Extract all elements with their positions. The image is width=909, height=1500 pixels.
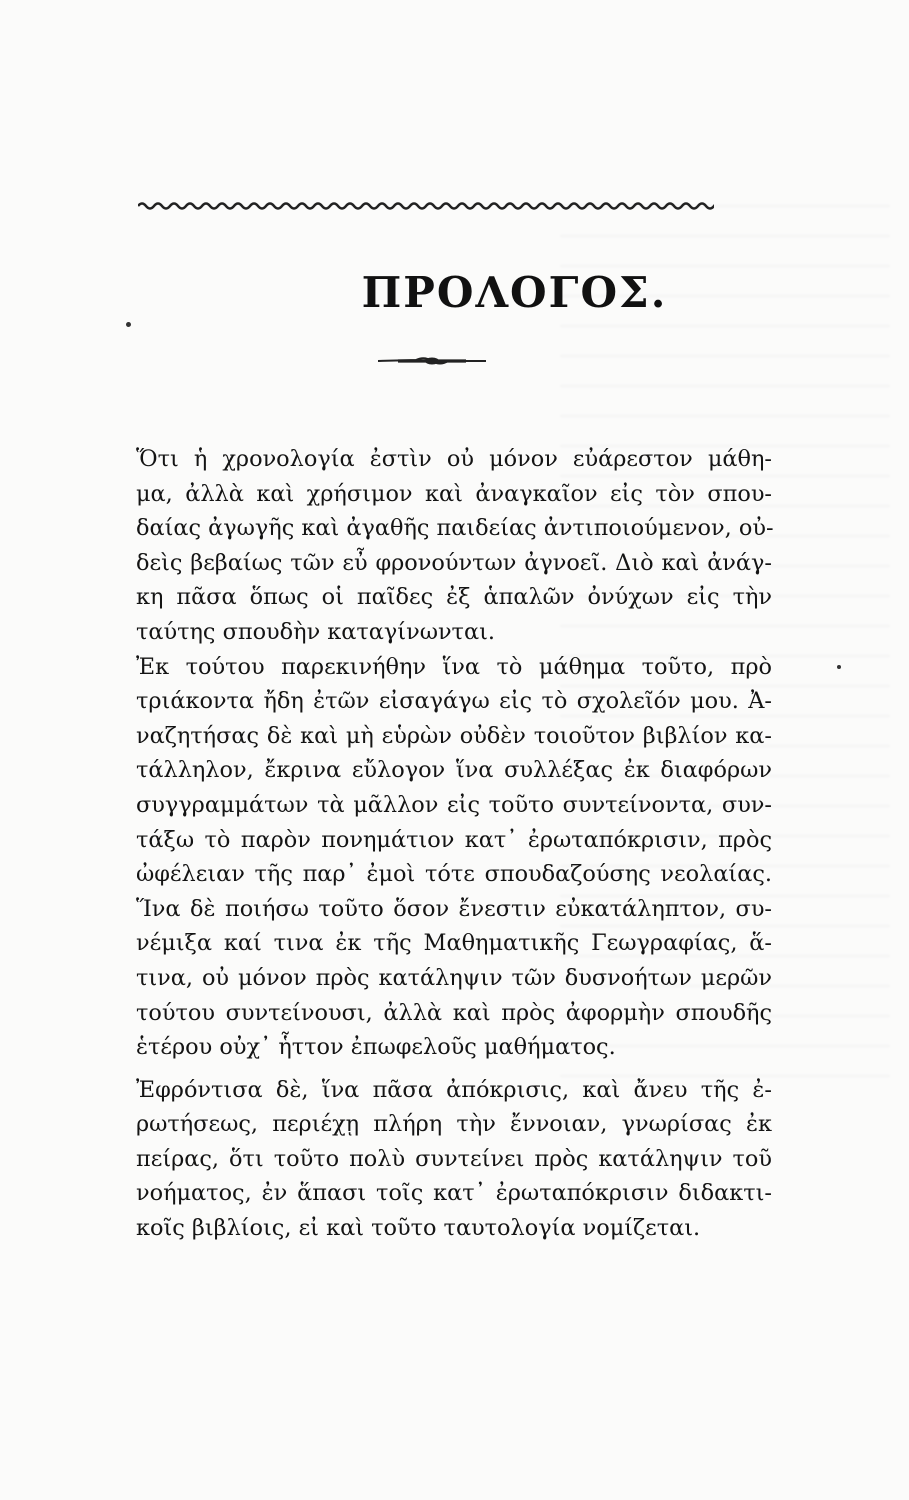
text-line: ταύτης σπουδὴν καταγίνωνται.: [136, 618, 495, 645]
text-line: πείρας, ὅτι τοῦτο πολὺ συντείνει πρὸς κατάληψιν τοῦ: [136, 1145, 772, 1172]
text-line: ναζητήσας δὲ καὶ μὴ εὑρὼν οὐδὲν τοιοῦτον βιβλίον κα-: [136, 722, 772, 749]
text-line: ἑτέρου οὐχ᾽ ἧττον ἐπωφελοῦς μαθήματος.: [136, 1034, 616, 1061]
text-line: τάλληλον, ἔκρινα εὔλογον ἵνα συλλέξας ἐκ διαφόρων: [136, 757, 772, 784]
ornamental-head-rule: [138, 200, 714, 212]
text-line: ρωτήσεως, περιέχῃ πλήρη τὴν ἔννοιαν, γνωρίσας ἐκ: [136, 1111, 772, 1138]
text-line: τινα, οὐ μόνον πρὸς κατάληψιν τῶν δυσνοήτων μερῶν: [136, 964, 772, 991]
text-line: κη πᾶσα ὅπως οἱ παῖδες ἐξ ἁπαλῶν ὀνύχων εἰς τὴν: [136, 584, 772, 611]
text-line: συγγραμμάτων τὰ μᾶλλον εἰς τοῦτο συντείνοντα, συν-: [136, 791, 772, 818]
ink-speck: [837, 665, 841, 669]
text-line: Ἐφρόντισα δὲ, ἵνα πᾶσα ἀπόκρισις, καὶ ἄνευ τῆς ἐ-: [136, 1076, 772, 1103]
text-line: τούτου συντείνουσι, ἀλλὰ καὶ πρὸς ἀφορμὴν σπουδῆς: [136, 999, 772, 1026]
ornamental-title-rule: [378, 355, 486, 367]
paragraph-1: [136, 442, 772, 650]
text-line: τριάκοντα ἤδη ἐτῶν εἰσαγάγω εἰς τὸ σχολεῖόν μου. Ἀ-: [136, 688, 772, 715]
preface-text: [136, 442, 772, 1246]
text-line: Ἐκ τούτου παρεκινήθην ἵνα τὸ μάθημα τοῦτο, πρὸ: [136, 653, 772, 680]
text-line: ὠφέλειαν τῆς παρ᾽ ἐμοὶ τότε σπουδαζούσης νεολαίας.: [136, 861, 772, 888]
text-line: κοῖς βιβλίοις, εἰ καὶ τοῦτο ταυτολογία νομίζεται.: [136, 1215, 701, 1242]
paragraph-3: [136, 1073, 772, 1246]
text-line: τάξω τὸ παρὸν πονημάτιον κατ᾽ ἐρωταπόκρισιν, πρὸς: [136, 826, 772, 853]
text-line: Ἵνα δὲ ποιήσω τοῦτο ὅσον ἔνεστιν εὐκατάληπτον, συ-: [136, 895, 772, 922]
text-line: δαίας ἀγωγῆς καὶ ἀγαθῆς παιδείας ἀντιποιούμενον, οὐ-: [136, 515, 774, 542]
text-line: μα, ἀλλὰ καὶ χρήσιμον καὶ ἀναγκαῖον εἰς τὸν σπου-: [136, 480, 772, 507]
text-line: νέμιξα καί τινα ἐκ τῆς Μαθηματικῆς Γεωγραφίας, ἅ-: [136, 930, 772, 957]
text-line: δεὶς βεβαίως τῶν εὖ φρονούντων ἀγνοεῖ. Διὸ καὶ ἀνάγ-: [136, 549, 772, 576]
page-title: ΠΡΟΛΟΓΟΣ.: [361, 268, 668, 317]
paragraph-2: [136, 650, 772, 1065]
text-line: νοήματος, ἐν ἅπασι τοῖς κατ᾽ ἐρωταπόκρισιν διδακτι-: [136, 1180, 772, 1207]
ink-speck: [126, 322, 131, 327]
text-line: Ὅτι ἡ χρονολογία ἐστὶν οὐ μόνον εὐάρεστον μάθη-: [136, 446, 772, 472]
